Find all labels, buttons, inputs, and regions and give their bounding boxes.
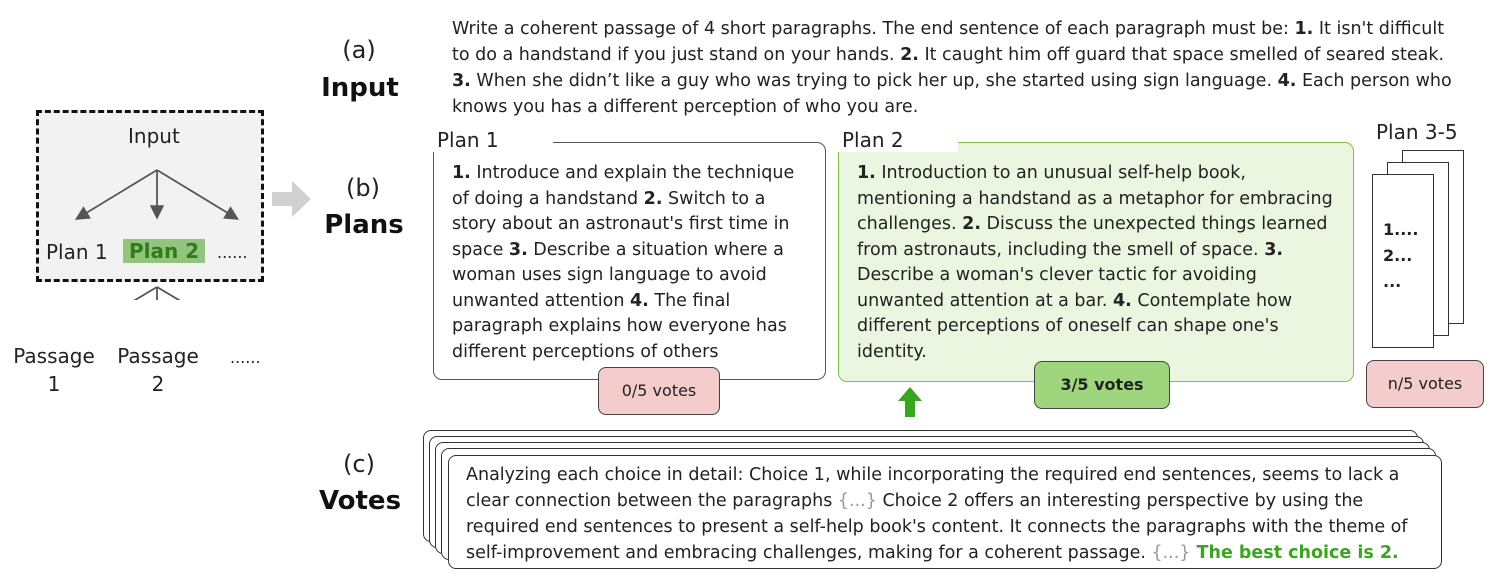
schematic-passage1-word: Passage	[13, 344, 95, 368]
schematic-arrow-passage1	[78, 287, 157, 300]
input-sentence-2: It caught him off guard that space smelled of seared steak.	[918, 45, 1445, 65]
plan35-line-1: 1....	[1383, 220, 1419, 239]
section-c-letter: (c)	[343, 450, 375, 478]
plan35-line-2: 2...	[1383, 246, 1413, 265]
plan2-step-3: Describe a woman's clever tactic for avoiding unwanted attention at a bar.	[857, 265, 1257, 311]
plan2-step-4: Contemplate how different perceptions of oneself can shape one's identity.	[857, 290, 1293, 362]
plan2-body	[857, 161, 1341, 365]
plan1-votes-badge: 0/5 votes	[598, 367, 720, 415]
section-a-letter: (a)	[342, 36, 376, 64]
plan1-tab: Plan 1	[431, 128, 553, 152]
section-c-title: Votes	[318, 486, 402, 516]
schematic-passage2	[113, 342, 203, 398]
plan2-number-4: 4.	[1112, 290, 1132, 311]
plan2-votes-badge: 3/5 votes	[1034, 361, 1170, 409]
votes-text	[466, 462, 1426, 566]
plan2-number-1: 1.	[857, 163, 876, 183]
votes-ellipsis-1: {...}	[837, 491, 877, 511]
input-sentence-4: Each person who knows you has a different perception of who you are.	[452, 71, 1452, 117]
section-b-letter: (b)	[346, 174, 380, 202]
plan1-step-2: Switch to a story about an astronaut's first time in space	[452, 188, 790, 260]
input-prompt-text	[452, 16, 1452, 120]
plan1-step-1: Introduce and explain the technique of doing a handstand	[452, 163, 795, 209]
schematic-passage2-number: 2	[151, 372, 165, 396]
plan35-tab: Plan 3-5	[1376, 120, 1458, 144]
schematic-plan1-label: Plan 1	[46, 240, 108, 264]
schematic-passage1-number: 1	[47, 372, 61, 396]
votes-part-2: Choice 2 offers an interesting perspective by using the required end sentences to present a self-help book's content. It connects the paragraphs with the theme of self-improvement and embracing challenges, making for a coherent passage.	[466, 491, 1408, 563]
green-up-arrow-icon	[895, 385, 925, 419]
schematic-plan2-label: Plan 2	[123, 239, 205, 263]
gray-arrow-icon	[270, 178, 314, 222]
plan35-line-3: ...	[1383, 272, 1402, 291]
input-sentence-3: When she didn’t like a guy who was trying to pick her up, she started using sign language.	[470, 71, 1278, 91]
votes-part-1: Analyzing each choice in detail: Choice 1, while incorporating the required end sentences, seems to lack a clear connection between the paragraphs	[466, 465, 1400, 511]
plan1-number-4: 4.	[630, 290, 649, 311]
input-intro: Write a coherent passage of 4 short paragraphs. The end sentence of each paragraph must be:	[452, 19, 1295, 39]
plan1-number-2: 2.	[643, 188, 663, 209]
schematic-input-label: Input	[128, 124, 180, 148]
input-number-1: 1.	[1294, 19, 1314, 39]
votes-best-choice: The best choice is 2.	[1190, 543, 1399, 563]
plan2-step-1: Introduction to an unusual self-help book, mentioning a handstand as a metaphor for embracing challenges.	[857, 163, 1333, 234]
schematic-passage2-word: Passage	[117, 344, 199, 368]
plan1-body	[452, 161, 810, 365]
plan2-number-3: 3.	[1264, 239, 1284, 260]
plan1-step-4: The final paragraph explains how everyone has different perceptions of others	[452, 290, 787, 362]
schematic-arrow-plan1	[78, 170, 157, 218]
schematic-passage-more: ......	[230, 348, 261, 367]
plan2-step-2: Discuss the unexpected things learned from astronauts, including the smell of space.	[857, 214, 1328, 260]
plan35-votes-badge: n/5 votes	[1366, 360, 1484, 408]
votes-ellipsis-2: {...}	[1151, 543, 1191, 563]
input-number-3: 3.	[452, 71, 471, 91]
input-sentence-1: It isn't difficult to do a handstand if you just stand on your hands.	[452, 19, 1445, 65]
plan2-tab: Plan 2	[836, 128, 958, 152]
plan35-page-front	[1372, 174, 1434, 348]
schematic-passage1	[9, 342, 99, 398]
plan1-number-1: 1.	[452, 163, 471, 183]
input-number-2: 2.	[900, 45, 919, 65]
schematic-arrow-plan-more	[157, 170, 236, 218]
plan1-number-3: 3.	[508, 239, 528, 260]
plan1-step-3: Describe a situation where a woman uses sign language to avoid unwanted attention	[452, 239, 784, 311]
input-number-4: 4.	[1277, 71, 1297, 91]
plan2-number-2: 2.	[962, 214, 981, 234]
schematic-plan-more: ......	[217, 243, 248, 262]
section-a-title: Input	[321, 73, 399, 103]
schematic-arrow-passage-more	[157, 287, 236, 300]
section-b-title: Plans	[324, 210, 404, 240]
